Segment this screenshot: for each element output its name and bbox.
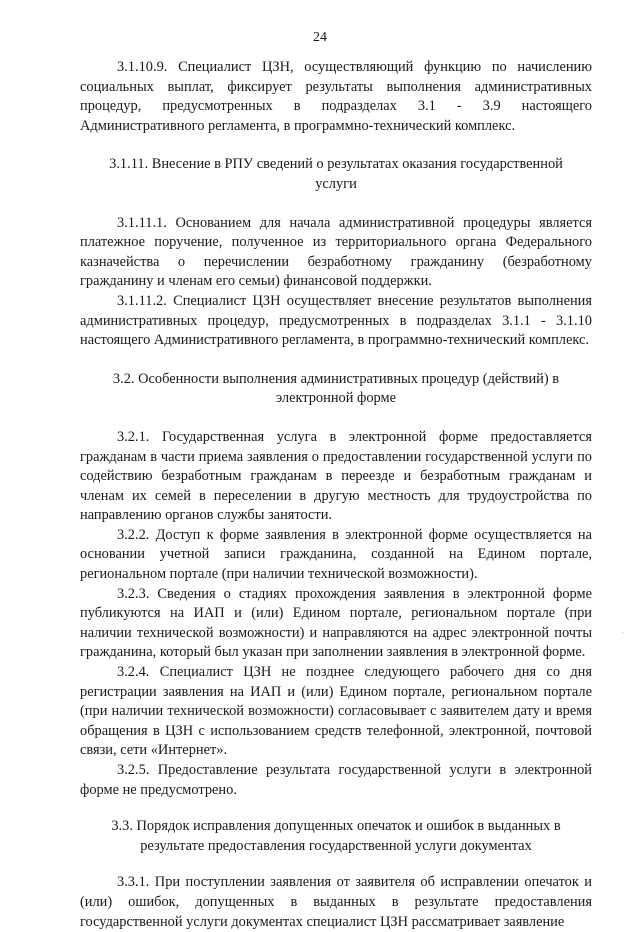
page-body	[80, 58, 592, 932]
paragraph-3-2-3: 3.2.3. Сведения о стадиях прохождения заявления в электронной форме публикуются на ИАП и (или) Едином портале, региональном портале (при наличии технической возможности) и направляются на адрес электронной почты гражданина, который был указан при заполнении заявления в электронной форме.	[80, 585, 592, 661]
heading-3-2: 3.2. Особенности выполнения административных процедур (действий) в электронной форме	[112, 370, 560, 407]
spacer	[80, 195, 592, 214]
paragraph-3-2-4: 3.2.4. Специалист ЦЗН не позднее следующего рабочего дня со дня регистрации заявления на ИАП и (или) Едином портале, региональном портале (при наличии технической возможности) согласовывает с заявителем дату и время обращения в ЦЗН с использованием средств телефонной, электронной, почтовой связи, сети «Интернет».	[80, 664, 592, 759]
spacer	[80, 409, 592, 428]
paragraph-3-2-1: 3.2.1. Государственная услуга в электронной форме предоставляется гражданам в части приема заявления о предоставлении государственной услуги по содействию безработным гражданам в переезде и безработным гражданам и членам их семей в переселении в другую местность для трудоустройства по направлению органов службы занятости.	[80, 428, 592, 524]
paragraph-3-2-2: 3.2.2. Доступ к форме заявления в электронной форме осуществляется на основании учетной записи гражданина, созданной на Едином портале, региональном портале (при наличии технической возможности).	[80, 526, 592, 583]
paragraph-3-1-11-2: 3.1.11.2. Специалист ЦЗН осуществляет внесение результатов выполнения административных процедур, предусмотренных в подразделах 3.1.1 - 3.1.10 настоящего Административного регламента, в программно-технический комплекс.	[80, 292, 592, 349]
paragraph-3-2-5: 3.2.5. Предоставление результата государственной услуги в электронной форме не предусмотрено.	[80, 762, 592, 798]
spacer	[80, 800, 592, 817]
heading-3-3: 3.3. Порядок исправления допущенных опечаток и ошибок в выданных в результате предоставления государственной услуги документах	[111, 818, 561, 854]
paragraph-3-1-10-9: 3.1.10.9. Специалист ЦЗН, осуществляющий функцию по начислению социальных выплат, фиксирует результаты выполнения административных процедур, предусмотренных в подразделах 3.1 - 3.9 настоящего Административного регламента, в программно-технический комплекс.	[80, 59, 592, 134]
paragraph-3-3-1: 3.3.1. При поступлении заявления от заявителя об исправлении опечаток и (или) ошибок, допущенных в выданных в результате предоставления государственной услуги документах специалист ЦЗН рассматривает заявление	[80, 874, 592, 930]
spacer	[80, 856, 592, 873]
heading-3-1-11: 3.1.11. Внесение в РПУ сведений о результатах оказания государственной услуги	[109, 156, 563, 192]
paragraph-3-1-11-1: 3.1.11.1. Основанием для начала административной процедуры является платежное поручение, полученное из территориального органа Федерального казначейства о перечислении безработному гражданину (безработному гражданину и членам его семьи) финансовой поддержки.	[80, 214, 592, 290]
scan-edge-mark: ·	[621, 628, 625, 639]
spacer	[80, 136, 592, 155]
spacer	[80, 351, 592, 370]
page-number: 24	[313, 30, 327, 45]
